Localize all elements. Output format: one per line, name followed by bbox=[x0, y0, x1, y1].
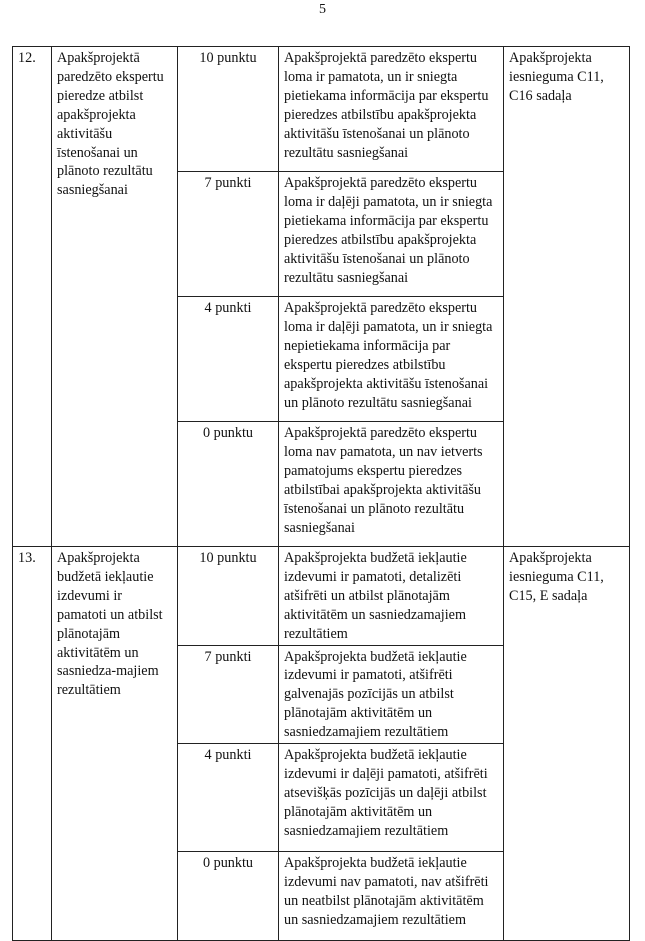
criterion-source: Apakšprojekta iesnieguma C11, C16 sadaļa bbox=[504, 47, 630, 547]
criterion-number: 13. bbox=[13, 547, 52, 941]
criterion-text: Apakšprojektā paredzēto ekspertu pieredze atbilst apakšprojekta aktivitāšu īstenošanai un plānoto rezultātu sasniegšanai bbox=[52, 47, 178, 547]
points-value: 7 punkti bbox=[178, 172, 279, 297]
points-value: 4 punkti bbox=[178, 297, 279, 422]
criterion-number: 12. bbox=[13, 47, 52, 547]
level-description: Apakšprojektā paredzēto ekspertu loma nav pamatota, un nav ietverts pamatojums ekspertu pieredzes atbilstībai apakšprojekta aktivitāšu īstenošanai un plānoto rezultātu sasniegšanai bbox=[279, 422, 504, 547]
points-value: 7 punkti bbox=[178, 645, 279, 744]
points-value: 0 punktu bbox=[178, 422, 279, 547]
level-description: Apakšprojekta budžetā iekļautie izdevumi ir pamatoti, detalizēti atšifrēti un atbilst plānotajām aktivitātēm un sasniedzamajiem rezultātiem bbox=[279, 547, 504, 646]
level-description: Apakšprojekta budžetā iekļautie izdevumi ir pamatoti, atšifrēti galvenajās pozīcijās un atbilst plānotajām aktivitātēm un sasniedzamajiem rezultātiem bbox=[279, 645, 504, 744]
table-row bbox=[13, 547, 630, 646]
level-description: Apakšprojektā paredzēto ekspertu loma ir daļēji pamatota, un ir sniegta nepietiekama informācija par ekspertu pieredzes atbilstību apakšprojekta aktivitāšu īstenošanai un plānoto rezultātu sasniegšanai bbox=[279, 297, 504, 422]
table-row bbox=[13, 47, 630, 172]
criterion-source: Apakšprojekta iesnieguma C11, C15, E sadaļa bbox=[504, 547, 630, 941]
evaluation-criteria-table bbox=[12, 46, 630, 941]
points-value: 10 punktu bbox=[178, 47, 279, 172]
points-value: 10 punktu bbox=[178, 547, 279, 646]
points-value: 0 punktu bbox=[178, 852, 279, 941]
level-description: Apakšprojekta budžetā iekļautie izdevumi ir daļēji pamatoti, atšifrēti atsevišķās pozīcijās un daļēji atbilst plānotajām aktivitātēm un sasniedzamajiem rezultātiem bbox=[279, 744, 504, 852]
level-description: Apakšprojekta budžetā iekļautie izdevumi nav pamatoti, nav atšifrēti un neatbilst plānotajām aktivitātēm un sasniedzamajiem rezultātiem bbox=[279, 852, 504, 941]
level-description: Apakšprojektā paredzēto ekspertu loma ir pamatota, un ir sniegta pietiekama informācija par ekspertu pieredzes atbilstību apakšprojekta aktivitāšu īstenošanai un plānoto rezultātu sasniegšanai bbox=[279, 47, 504, 172]
level-description: Apakšprojektā paredzēto ekspertu loma ir daļēji pamatota, un ir sniegta pietiekama informācija par ekspertu pieredzes atbilstību apakšprojekta aktivitāšu īstenošanai un plānoto rezultātu sasniegšanai bbox=[279, 172, 504, 297]
points-value: 4 punkti bbox=[178, 744, 279, 852]
criterion-text: Apakšprojekta budžetā iekļautie izdevumi ir pamatoti un atbilst plānotajām aktivitātēm un sasniedza-majiem rezultātiem bbox=[52, 547, 178, 941]
page-number: 5 bbox=[319, 2, 326, 17]
